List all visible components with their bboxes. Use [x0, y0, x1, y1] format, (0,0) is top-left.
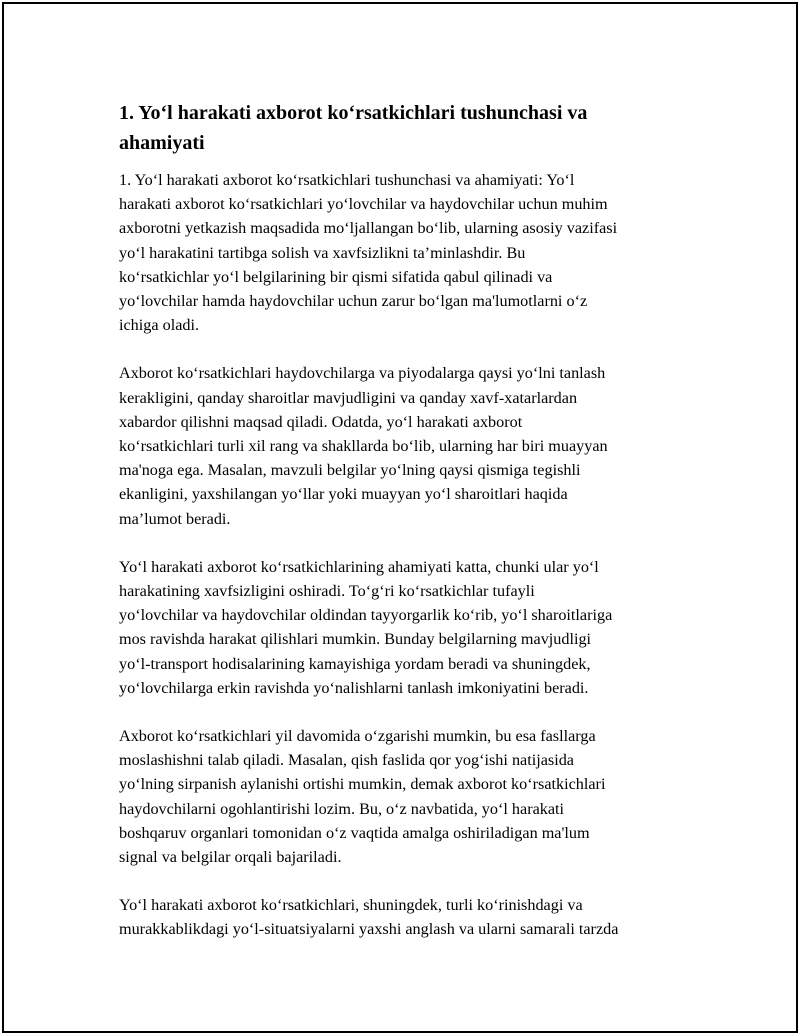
paragraph-1	[119, 168, 697, 337]
text-line: signal va belgilar orqali bajariladi.	[119, 848, 342, 867]
text-line: yo‘lovchilarga erkin ravishda yo‘nalishlarni tanlash imkoniyatini beradi.	[119, 678, 589, 697]
page-frame	[2, 2, 798, 1033]
text-line: yo‘lovchilar va haydovchilar oldindan tayyorgarlik ko‘rib, yo‘l sharoitlariga	[119, 606, 613, 625]
text-line: ko‘rsatkichlar yo‘l belgilarining bir qismi sifatida qabul qilinadi va	[119, 267, 553, 286]
paragraph-3	[119, 555, 697, 700]
text-line: harakatining xavfsizligini oshiradi. To‘g‘ri ko‘rsatkichlar tufayli	[119, 582, 535, 601]
text-line: kerakligini, qanday sharoitlar mavjudligini va qanday xavf-xatarlardan	[119, 388, 578, 407]
text-line: 1. Yo‘l harakati axborot ko‘rsatkichlari tushunchasi va ahamiyati: Yo‘l	[119, 171, 575, 189]
text-line: haydovchilarni ogohlantirishi lozim. Bu, o‘z navbatida, yo‘l harakati	[119, 799, 565, 818]
text-line: ekanligini, yaxshilangan yo‘llar yoki muayyan yo‘l sharoitlari haqida	[119, 485, 568, 504]
text-line: yo‘lovchilar hamda haydovchilar uchun zarur bo‘lgan ma'lumotlarni o‘z	[119, 292, 588, 311]
section-heading	[119, 98, 697, 158]
paragraph-4	[119, 724, 697, 869]
heading-line: ahamiyati	[119, 132, 205, 154]
text-line: Axborot ko‘rsatkichlari yil davomida o‘zgarishi mumkin, bu esa fasllarga	[119, 727, 596, 746]
text-line: moslashishni talab qiladi. Masalan, qish faslida qor yog‘ishi natijasida	[119, 751, 574, 770]
heading-line: 1. Yo‘l harakati axborot ko‘rsatkichlari tushunchasi va	[119, 102, 588, 124]
text-line: Axborot ko‘rsatkichlari haydovchilarga va piyodalarga qaysi yo‘lni tanlash	[119, 364, 606, 383]
text-line: ichiga oladi.	[119, 316, 200, 335]
text-line: mos ravishda harakat qilishlari mumkin. Bunday belgilarning mavjudligi	[119, 630, 592, 649]
paragraph-5	[119, 893, 697, 941]
text-line: yo‘l-transport hodisalarining kamayishiga yordam beradi va shuningdek,	[119, 654, 591, 673]
text-line: yo‘l harakatini tartibga solish va xavfsizlikni ta’minlashdir. Bu	[119, 243, 526, 262]
text-line: Yo‘l harakati axborot ko‘rsatkichlarining ahamiyati katta, chunki ular yo‘l	[119, 557, 599, 576]
text-line: yo‘lning sirpanish aylanishi ortishi mumkin, demak axborot ko‘rsatkichlari	[119, 775, 606, 794]
text-line: murakkablikdagi yo‘l-situatsiyalarni yaxshi anglash va ularni samarali tarzda	[119, 920, 619, 939]
text-line: ma’lumot beradi.	[119, 509, 231, 528]
paragraph-2	[119, 361, 697, 530]
text-line: ko‘rsatkichlari turli xil rang va shakllarda bo‘lib, ularning har biri muayyan	[119, 437, 608, 456]
text-line: harakati axborot ko‘rsatkichlari yo‘lovchilar va haydovchilar uchun muhim	[119, 195, 608, 214]
document-body	[119, 98, 697, 966]
text-line: axborotni yetkazish maqsadida mo‘ljallangan bo‘lib, ularning asosiy vazifasi	[119, 219, 618, 238]
text-line: xabardor qilishni maqsad qiladi. Odatda, yo‘l harakati axborot	[119, 412, 523, 431]
text-line: boshqaruv organlari tomonidan o‘z vaqtida amalga oshiriladigan ma'lum	[119, 823, 590, 842]
text-line: Yo‘l harakati axborot ko‘rsatkichlari, shuningdek, turli ko‘rinishdagi va	[119, 896, 583, 915]
text-line: ma'noga ega. Masalan, mavzuli belgilar yo‘lning qaysi qismiga tegishli	[119, 461, 581, 480]
